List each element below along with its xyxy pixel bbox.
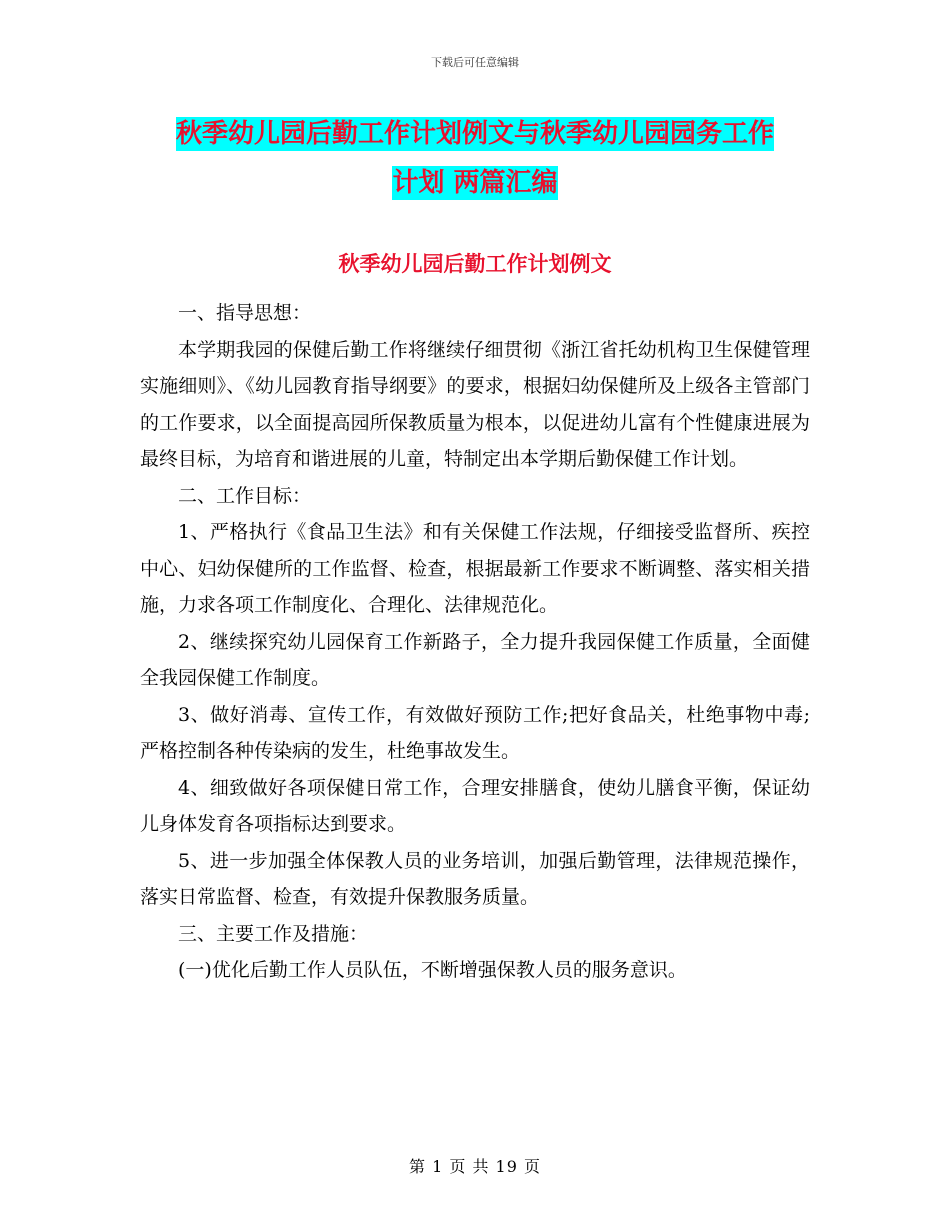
page-footer: 第 1 页 共 19 页 [409,1157,541,1176]
paragraph: 本学期我园的保健后勤工作将继续仔细贯彻《浙江省托幼机构卫生保健管理实施细则》、《幼儿园教育指导纲要》的要求，根据妇幼保健所及上级各主管部门的工作要求，以全面提高园所保教质量为根本，以促进幼儿富有个性健康进展为最终目标，为培育和谐进展的儿童，特制定出本学期后勤保健工作计划。 [140,338,810,470]
paragraph: 5、进一步加强全体保教人员的业务培训，加强后勤管理，法律规范操作，落实日常监督、检查，有效提升保教服务质量。 [140,849,810,908]
paragraph: 4、细致做好各项保健日常工作，合理安排膳食，使幼儿膳食平衡，保证幼儿身体发育各项指标达到要求。 [140,776,810,835]
paragraph: 3、做好消毒、宣传工作，有效做好预防工作;把好食品关，杜绝事物中毒;严格控制各种传染病的发生，杜绝事故发生。 [140,703,810,762]
header-note: 下载后可任意编辑 [431,56,519,69]
document-title [0,110,950,208]
heading-main-work: 三、主要工作及措施： [178,922,369,945]
paragraph: 2、继续探究幼儿园保育工作新路子，全力提升我园保健工作质量，全面健全我园保健工作制度。 [140,630,810,689]
heading-guiding-ideology: 一、指导思想： [178,302,312,324]
paragraph: 1、严格执行《食品卫生法》和有关保健工作法规，仔细接受监督所、疾控中心、妇幼保健所的工作监督、检查，根据最新工作要求不断调整、落实相关措施，力求各项工作制度化、合理化、法律规范化。 [140,521,810,616]
heading-work-goals: 二、工作目标： [178,484,312,507]
document-title-line-2: 计划 两篇汇编 [392,168,558,198]
body-text [140,295,810,989]
paragraph: (一)优化后勤工作人员队伍，不断增强保教人员的服务意识。 [178,959,687,981]
section-title: 秋季幼儿园后勤工作计划例文 [338,252,612,276]
document-title-line-1: 秋季幼儿园后勤工作计划例文与秋季幼儿园园务工作 [175,119,774,149]
